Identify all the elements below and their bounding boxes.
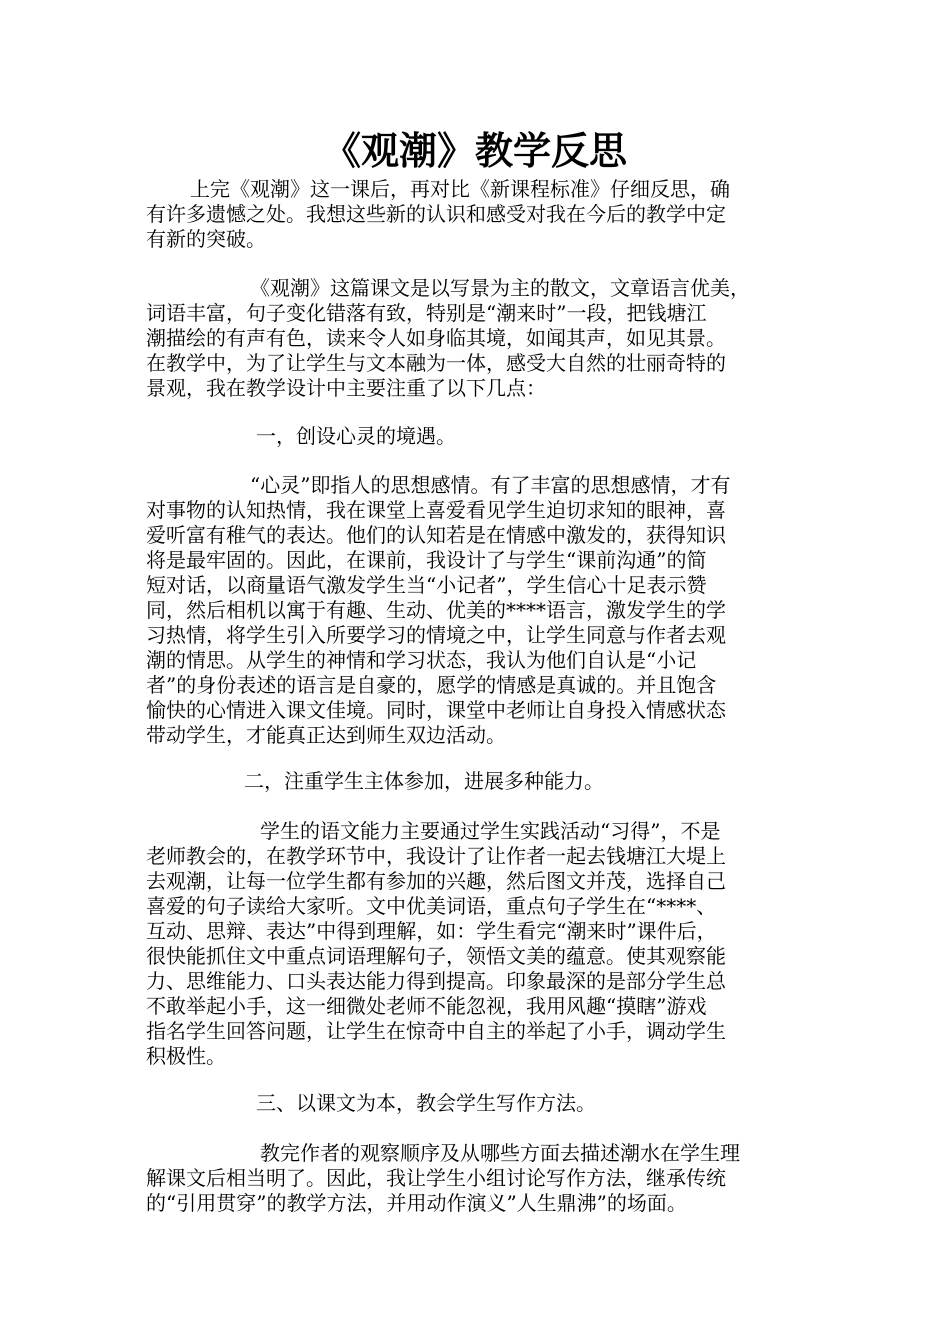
paragraph-line: 同，然后相机以寓于有趣、生动、优美的****语言，激发学生的学 <box>146 598 726 622</box>
paragraph-line: 者”的身份表述的语言是自豪的，愿学的情感是真诚的。并且饱含 <box>146 673 717 697</box>
paragraph-line: 愉快的心情进入课文佳境。同时，课堂中老师让自身投入情感状态 <box>146 698 726 722</box>
paragraph-line: 《观潮》这篇课文是以写景为主的散文，文章语言优美， <box>250 276 750 300</box>
paragraph-line: 对事物的认知热情，我在课堂上喜爱看见学生迫切求知的眼神，喜 <box>146 498 726 522</box>
paragraph-5 <box>146 1141 812 1216</box>
paragraph-line: 潮的情思。从学生的神情和学习状态，我认为他们自认是“小记 <box>146 648 697 672</box>
paragraph-line: 潮描绘的有声有色，读来令人如身临其境，如闻其声，如见其景。 <box>146 326 726 350</box>
paragraph-line: 指名学生回答问题，让学生在惊奇中自主的举起了小手，调动学生 <box>146 1019 726 1043</box>
paragraph-line: 习热情，将学生引入所要学习的情境之中，让学生同意与作者去观 <box>146 623 726 647</box>
paragraph-line: 词语丰富，句子变化错落有致，特别是“潮来时”一段，把钱塘江 <box>146 301 707 325</box>
paragraph-1 <box>146 177 812 252</box>
paragraph-line: 不敢举起小手，这一细微处老师不能忽视，我用风趣“摸瞎”游戏 <box>146 994 707 1018</box>
section-heading-1: 一，创设心灵的境遇。 <box>256 424 456 448</box>
paragraph-line: 互动、思辩、表达”中得到理解，如：学生看完“潮来时”课件后， <box>146 919 717 943</box>
paragraph-line: 喜爱的句子读给大家听。文中优美词语，重点句子学生在“****、 <box>146 894 717 918</box>
paragraph-line: 将是最牢固的。因此，在课前，我设计了与学生“课前沟通”的简 <box>146 548 707 572</box>
paragraph-line: 在教学中，为了让学生与文本融为一体，感受大自然的壮丽奇特的 <box>146 351 726 375</box>
document-title: 《观潮》教学反思 <box>322 128 627 173</box>
paragraph-line: 爱听富有稚气的表达。他们的认知若是在情感中激发的，获得知识 <box>146 523 726 547</box>
paragraph-2 <box>146 276 812 401</box>
paragraph-line: 有许多遗憾之处。我想这些新的认识和感受对我在今后的教学中定 <box>146 202 726 226</box>
paragraph-line: 有新的突破。 <box>146 227 266 251</box>
paragraph-line: 景观，我在教学设计中主要注重了以下几点： <box>146 376 546 400</box>
paragraph-line: 上完《观潮》这一课后，再对比《新课程标准》仔细反思，确 <box>190 177 730 201</box>
paragraph-line: 短对话，以商量语气激发学生当“小记者”，学生信心十足表示赞 <box>146 573 707 597</box>
paragraph-4 <box>146 819 812 1069</box>
paragraph-line: 去观潮，让每一位学生都有参加的兴趣，然后图文并茂，选择自己 <box>146 869 726 893</box>
paragraph-line: 带动学生，才能真正达到师生双边活动。 <box>146 723 506 747</box>
paragraph-3 <box>146 473 812 748</box>
paragraph-line: 积极性。 <box>146 1044 226 1068</box>
paragraph-line: 学生的语文能力主要通过学生实践活动“习得”，不是 <box>260 819 721 843</box>
paragraph-line: “心灵”即指人的思想感情。有了丰富的思想感情，才有 <box>250 473 731 497</box>
section-heading-3: 三、以课文为本，教会学生写作方法。 <box>256 1091 596 1115</box>
paragraph-line: 解课文后相当明了。因此，我让学生小组讨论写作方法，继承传统 <box>146 1166 726 1190</box>
paragraph-line: 力、思维能力、口头表达能力得到提高。印象最深的是部分学生总 <box>146 969 726 993</box>
paragraph-line: 的“引用贯穿”的教学方法，并用动作演义”人生鼎沸”的场面。 <box>146 1191 687 1215</box>
paragraph-line: 教完作者的观察顺序及从哪些方面去描述潮水在学生理 <box>260 1141 740 1165</box>
paragraph-line: 很快能抓住文中重点词语理解句子，领悟文美的蕴意。使其观察能 <box>146 944 726 968</box>
section-heading-2: 二，注重学生主体参加，进展多种能力。 <box>244 769 604 793</box>
paragraph-line: 老师教会的，在教学环节中，我设计了让作者一起去钱塘江大堤上 <box>146 844 726 868</box>
